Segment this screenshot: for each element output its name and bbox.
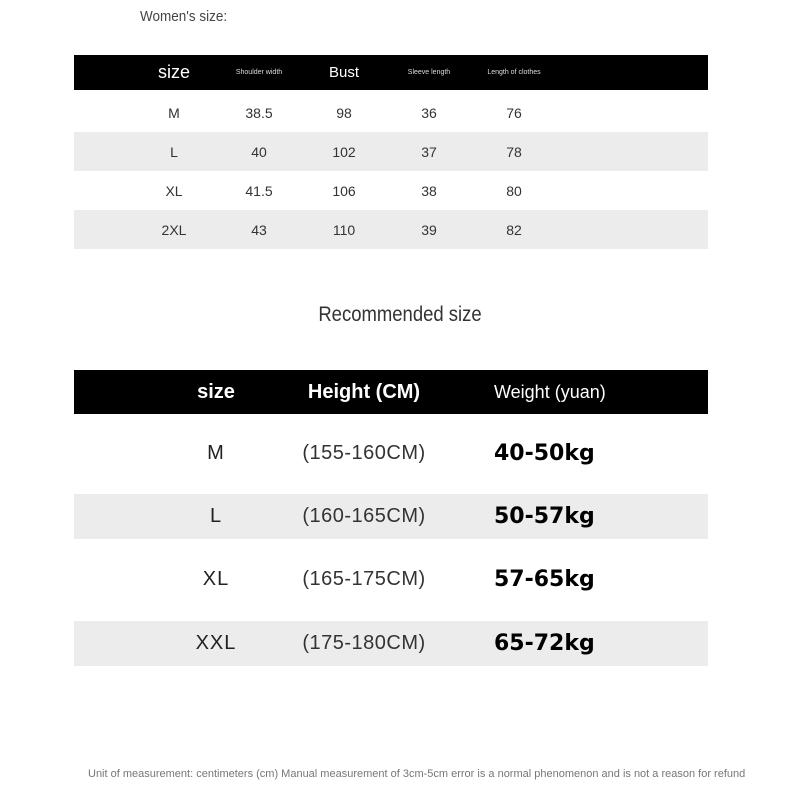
cell-height: (155-160CM) xyxy=(302,442,426,464)
measurement-footnote: Unit of measurement: centimeters (cm) Manual measurement of 3cm-5cm error is a normal phenomenon and is not a reason for refund xyxy=(88,768,746,780)
table-row xyxy=(74,557,708,602)
womens-size-caption: Women's size: xyxy=(140,8,228,25)
recommended-size-table xyxy=(74,370,708,666)
cell-shoulder: 43 xyxy=(251,221,267,238)
table-row xyxy=(74,93,708,132)
cell-bust: 110 xyxy=(332,221,356,238)
cell-shoulder: 38.5 xyxy=(245,104,273,121)
cell-length: 82 xyxy=(506,221,522,238)
header-height: Height (CM) xyxy=(307,380,421,403)
cell-length: 76 xyxy=(506,104,522,121)
recommended-size-title: Recommended size xyxy=(318,303,482,326)
cell-height: (165-175CM) xyxy=(302,568,426,590)
cell-shoulder: 40 xyxy=(251,143,267,160)
cell-bust: 106 xyxy=(332,182,356,199)
cell-height: (175-180CM) xyxy=(302,632,426,654)
cell-shoulder: 41.5 xyxy=(245,182,273,199)
header-bust: Bust xyxy=(328,64,359,81)
cell-length: 78 xyxy=(506,143,522,160)
table-row xyxy=(74,431,708,476)
cell-size: M xyxy=(207,442,225,464)
cell-sleeve: 37 xyxy=(421,143,437,160)
cell-bust: 102 xyxy=(332,143,356,160)
cell-size: L xyxy=(209,505,223,527)
cell-size: 2XL xyxy=(161,221,187,238)
recommended-table-header xyxy=(74,370,708,414)
cell-bust: 98 xyxy=(336,104,352,121)
cell-size: XL xyxy=(202,568,230,590)
cell-size: L xyxy=(170,143,178,160)
cell-height: (160-165CM) xyxy=(302,505,426,527)
table-row xyxy=(74,171,708,210)
cell-weight: 65-72kg xyxy=(494,631,595,656)
cell-sleeve: 38 xyxy=(421,182,437,199)
header-sleeve-length: Sleeve length xyxy=(407,69,451,76)
table-row xyxy=(74,494,708,539)
cell-weight: 50-57kg xyxy=(494,504,595,529)
cell-weight: 57-65kg xyxy=(494,567,595,592)
header-size: size xyxy=(197,380,235,403)
table-row xyxy=(74,132,708,171)
cell-sleeve: 36 xyxy=(421,104,437,121)
table-row xyxy=(74,210,708,249)
cell-length: 80 xyxy=(506,182,522,199)
header-size: size xyxy=(157,62,190,82)
cell-size: M xyxy=(168,104,180,121)
size-table-header xyxy=(74,55,708,90)
header-shoulder-width: Shoulder width xyxy=(235,69,283,76)
cell-size: XL xyxy=(165,182,183,199)
size-table xyxy=(74,55,708,249)
header-weight: Weight (yuan) xyxy=(494,381,606,402)
cell-size: XXL xyxy=(195,632,237,654)
header-length-of-clothes: Length of clothes xyxy=(487,69,541,76)
cell-weight: 40-50kg xyxy=(494,441,595,466)
table-row xyxy=(74,621,708,666)
cell-sleeve: 39 xyxy=(421,221,437,238)
